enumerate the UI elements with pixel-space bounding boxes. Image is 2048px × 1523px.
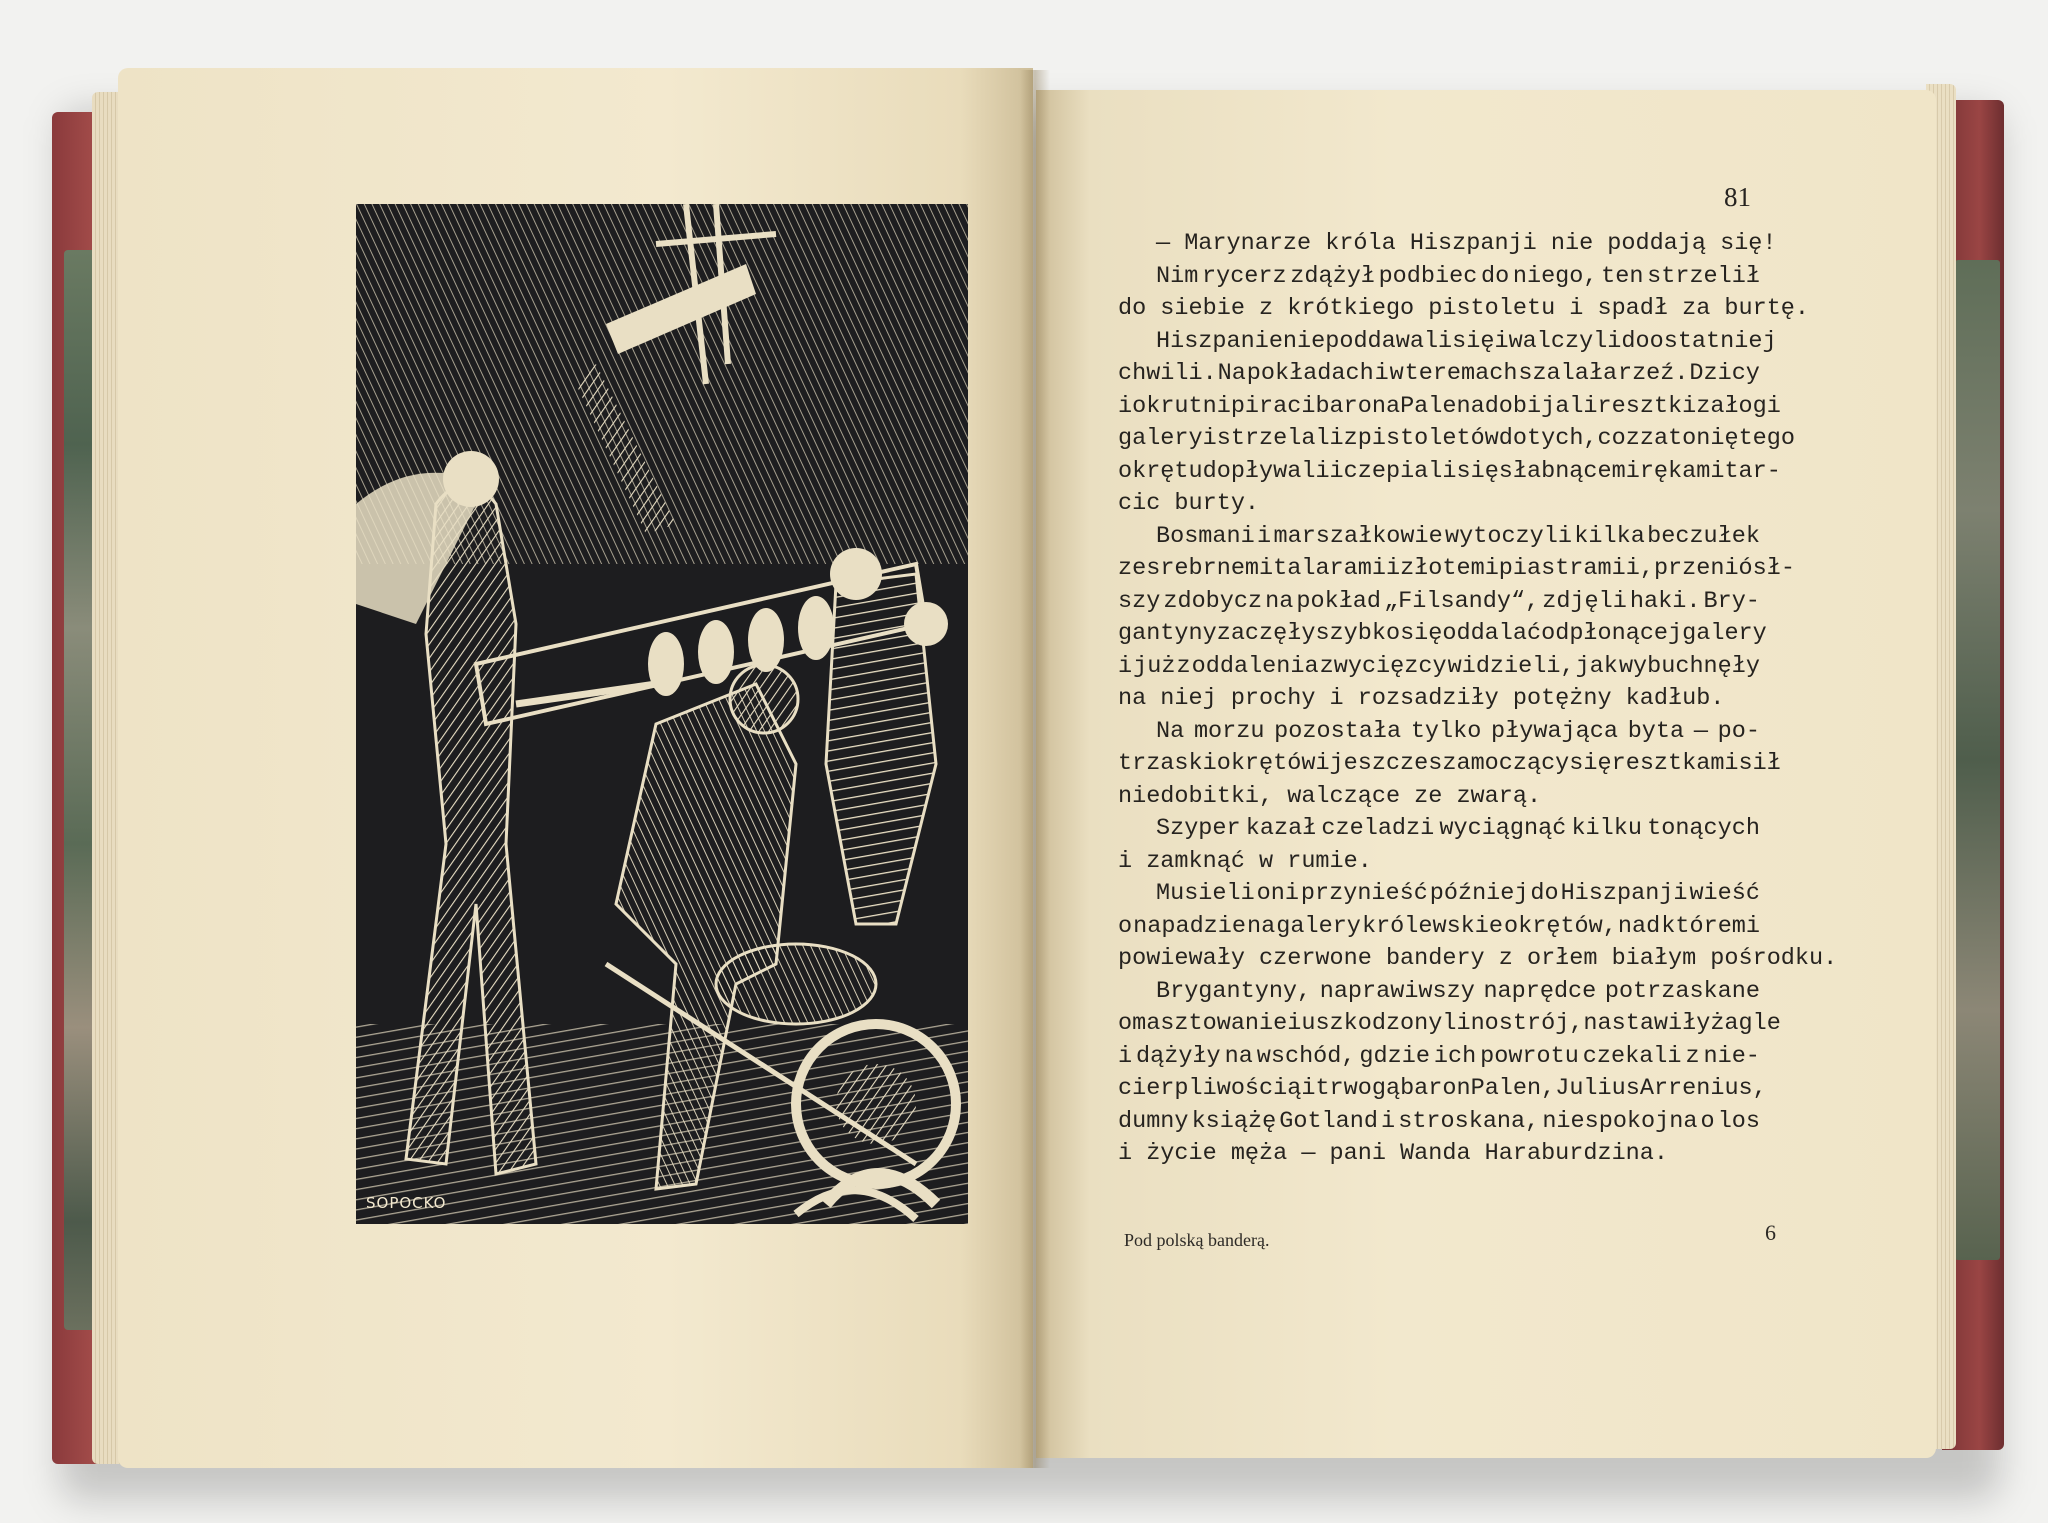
text-line: Szyper kazał czeladzi wyciągnąć kilku tonących (1156, 815, 1760, 842)
text-line: do siebie z krótkiego pistoletu i spadł za burtę. (1118, 295, 1810, 322)
text-line: galery i strzelali z pistoletów do tych, co z zatoniętego (1118, 425, 1795, 452)
text-line: omasztowanie i uszkodzony linostrój, nastawiły żagle (1118, 1010, 1781, 1037)
text-line: powiewały czerwone bandery z orłem białym pośrodku. (1118, 945, 1838, 972)
text-line: Nim rycerz zdążył podbiec do niego, ten strzelił (1156, 262, 1760, 290)
body-text (1118, 228, 1838, 1171)
text-line: ze srebrnemi talarami i złotemi piastrami i, przeniósł- (1118, 555, 1795, 582)
text-line: i życie męża — pani Wanda Haraburdzina. (1118, 1140, 1668, 1167)
text-line: Na morzu pozostała tylko pływająca byta — po- (1156, 717, 1760, 745)
text-line: cierpliwością i trwogą baron Palen, Julius Arrenius, (1118, 1075, 1767, 1102)
text-line: szy zdobycz na pokład „Filsandy“, zdjęli haki. Bry- (1118, 587, 1760, 615)
woodcut-illustration (356, 204, 968, 1224)
text-line: okrętu dopływali i czepiali się słabnącemi rękami tar- (1118, 457, 1781, 485)
text-line: gantyny zaczęły szybko się oddalać od płonącej galery (1118, 620, 1767, 647)
text-line: o napadzie na galery królewskie okrętów, nad któremi (1118, 912, 1760, 940)
text-line: i już z oddalenia zwycięzcy widzieli, jak wybuchnęły (1118, 652, 1760, 680)
text-line: i okrutni piraci barona Palena dobijali resztki załogi (1118, 392, 1781, 420)
book-gutter (1020, 70, 1050, 1468)
text-line: i dążyły na wschód, gdzie ich powrotu czekali z nie- (1118, 1042, 1760, 1070)
text-line: — Marynarze króla Hiszpanji nie poddają się! (1156, 230, 1777, 257)
text-line: Bosmani i marszałkowie wytoczyli kilka beczułek (1156, 522, 1760, 550)
text-line: Musieli oni przynieść później do Hiszpanji wieść (1156, 880, 1760, 907)
text-line: na niej prochy i rozsadziły potężny kadłub. (1118, 685, 1725, 712)
text-line: dumny książę Gotland i stroskana, niespokojna o los (1118, 1107, 1760, 1135)
text-line: trzaski okrętów i jeszcze szamoczący się resztkami sił (1118, 750, 1781, 777)
text-line: i zamknąć w rumie. (1118, 847, 1372, 875)
page-number: 81 (1724, 182, 1751, 212)
text-line: niedobitki, walczące ze zwarą. (1118, 782, 1542, 810)
text-line: Brygantyny, naprawiwszy naprędce potrzaskane (1156, 977, 1760, 1005)
text-line: chwili. Na pokładach i w teremach szalała rzeź. Dzicy (1118, 360, 1760, 387)
illustration-signature: SOPOCKO (366, 1194, 447, 1212)
signature-number: 6 (1765, 1220, 1776, 1245)
marbled-board-right (1955, 260, 2000, 1260)
woodcut-artwork (356, 204, 968, 1224)
text-line: cic burty. (1118, 490, 1260, 517)
footer-book-title: Pod polską banderą. (1124, 1230, 1270, 1250)
text-line: Hiszpanie nie poddawali się i walczyli do ostatniej (1156, 327, 1777, 355)
